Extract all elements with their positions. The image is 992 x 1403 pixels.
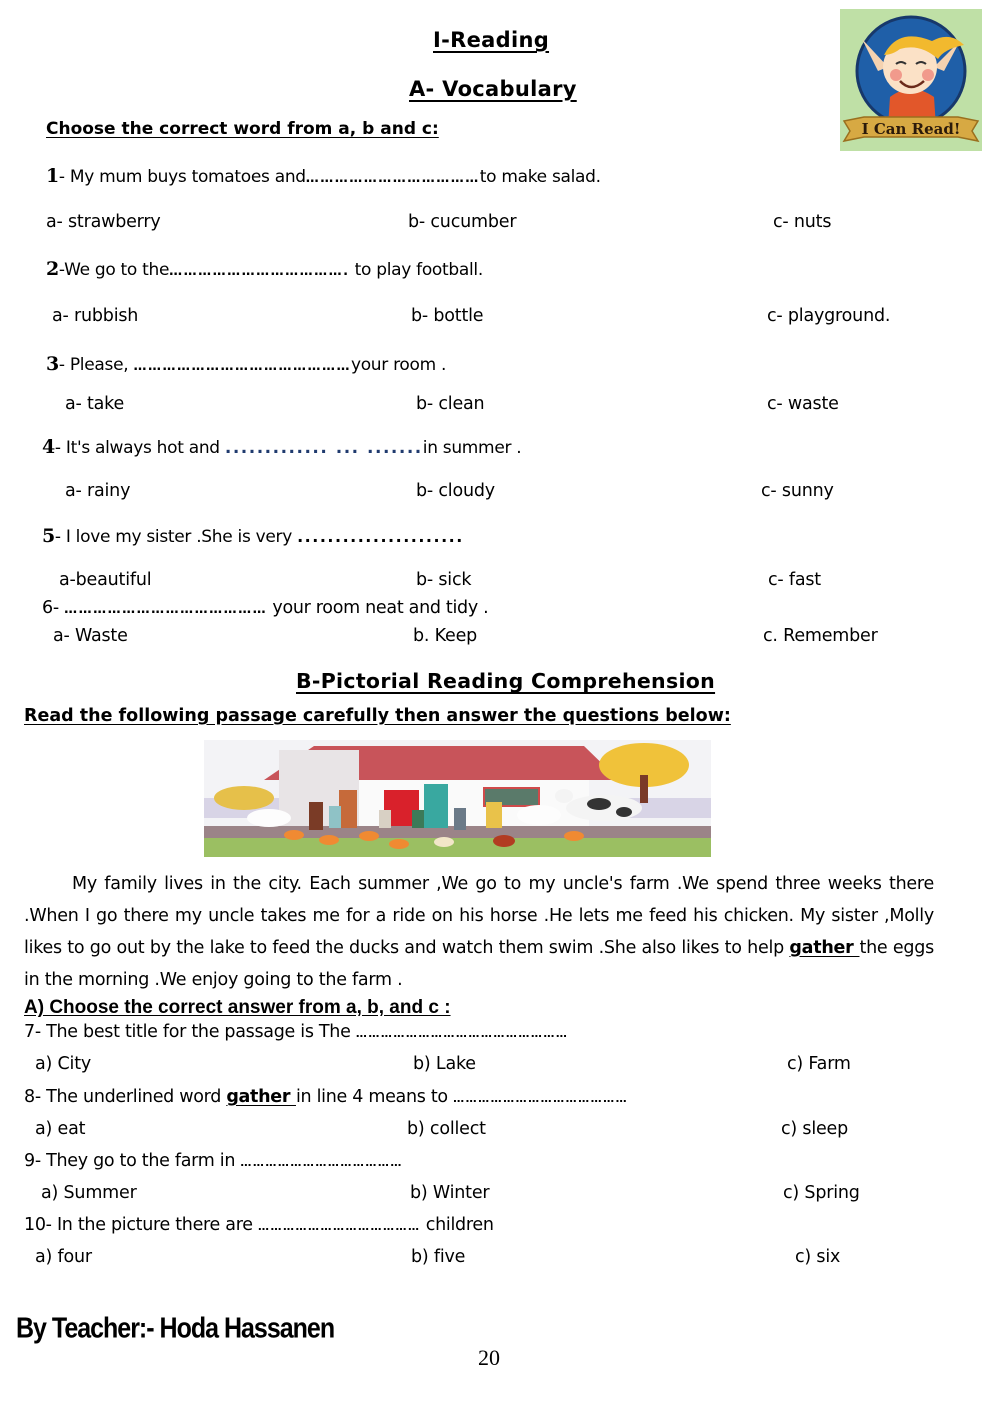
vocab-5-option-c[interactable]: c- fast	[768, 570, 821, 590]
vocab-3-option-a[interactable]: a- take	[65, 394, 125, 414]
q8-option-b[interactable]: b) collect	[407, 1119, 486, 1139]
q9-option-c[interactable]: c) Spring	[783, 1183, 860, 1203]
farm-scene-icon	[204, 740, 711, 857]
q7-option-b[interactable]: b) Lake	[413, 1054, 476, 1074]
vocab-question-5: 5- I love my sister .She is very ......................	[42, 525, 464, 547]
answer-blank[interactable]: ……………………………….	[169, 264, 350, 279]
answer-blank[interactable]: ………………………………	[305, 171, 480, 186]
vocab-question-4: 4- It's always hot and ............. ... .......in summer .	[42, 436, 522, 458]
q7-option-a[interactable]: a) City	[35, 1054, 92, 1074]
vocab-4-option-c[interactable]: c- sunny	[761, 481, 834, 501]
answer-blank[interactable]: ……………………………………	[64, 602, 268, 617]
vocab-1-option-c[interactable]: c- nuts	[773, 212, 832, 232]
question-number: 1	[46, 165, 59, 187]
comprehension-question-7: 7- The best title for the passage is The ……………………………………………	[24, 1022, 569, 1042]
answer-blank[interactable]: ……………………………………	[453, 1092, 629, 1105]
q10-option-c[interactable]: c) six	[795, 1247, 841, 1267]
farm-family-illustration	[204, 740, 711, 857]
vocab-3-option-c[interactable]: c- waste	[767, 394, 839, 414]
question-number: 6	[42, 598, 53, 618]
vocab-6-option-c[interactable]: c. Remember	[763, 626, 878, 646]
vocab-4-option-a[interactable]: a- rainy	[65, 481, 131, 501]
section-b-instruction: Read the following passage carefully then answer the questions below:	[24, 706, 731, 726]
section-a-title: A- Vocabulary	[409, 77, 577, 101]
comprehension-question-8: 8- The underlined word gather in line 4 means to ……………………………………	[24, 1087, 629, 1107]
answer-blank[interactable]: ............. ... .......	[224, 438, 423, 458]
vocab-2-option-b[interactable]: b- bottle	[411, 306, 484, 326]
vocab-question-3: 3- Please, ………………………………………your room .	[46, 353, 447, 375]
q7-option-c[interactable]: c) Farm	[787, 1054, 851, 1074]
q9-option-a[interactable]: a) Summer	[41, 1183, 137, 1203]
vocab-2-option-a[interactable]: a- rubbish	[52, 306, 139, 326]
vocab-6-option-a[interactable]: a- Waste	[53, 626, 128, 646]
underlined-word-gather: gather	[789, 938, 860, 958]
question-number: 4	[42, 436, 55, 458]
author-credit: By Teacher:- Hoda Hassanen	[16, 1312, 335, 1345]
comprehension-question-9: 9- They go to the farm in …………………………………	[24, 1151, 403, 1171]
vocab-6-option-b[interactable]: b. Keep	[413, 626, 478, 646]
q8-option-a[interactable]: a) eat	[35, 1119, 86, 1139]
vocab-question-1: 1- My mum buys tomatoes and………………………………to make salad.	[46, 165, 601, 187]
q10-option-a[interactable]: a) four	[35, 1247, 92, 1267]
vocab-1-option-a[interactable]: a- strawberry	[46, 212, 161, 232]
vocab-question-6: 6- …………………………………… your room neat and tidy .	[42, 598, 489, 618]
q10-option-b[interactable]: b) five	[411, 1247, 466, 1267]
reading-passage: My family lives in the city. Each summer ,We go to my uncle's farm .We spend three weeks there .When I go there my uncle takes me for a ride on his horse .He lets me feed his chicken. My sister ,Molly likes to go out by the lake to feed the ducks and watch them swim .She also likes to help gather the eggs in the morning .We enjoy going to the farm .	[24, 874, 934, 990]
section-a-instruction: Choose the correct word from a, b and c:	[46, 119, 439, 139]
answer-blank[interactable]: …………………………………	[240, 1156, 403, 1169]
reading-kid-icon	[840, 9, 982, 151]
vocab-question-2: 2-We go to the………………………………. to play football.	[46, 258, 483, 280]
answer-blank[interactable]: ………………………………………	[133, 359, 351, 374]
answer-blank[interactable]: …………………………………	[257, 1220, 426, 1233]
page-number: 20	[478, 1345, 500, 1370]
comprehension-question-10: 10- In the picture there are ………………………………… children	[24, 1215, 494, 1235]
question-number: 3	[46, 353, 59, 375]
answer-blank[interactable]: ……………………………………………	[355, 1027, 569, 1040]
vocab-5-option-a[interactable]: a-beautiful	[59, 570, 152, 590]
vocab-2-option-c[interactable]: c- playground.	[767, 306, 891, 326]
i-can-read-logo	[840, 9, 982, 151]
vocab-3-option-b[interactable]: b- clean	[416, 394, 485, 414]
vocab-1-option-b[interactable]: b- cucumber	[408, 212, 517, 232]
q8-option-c[interactable]: c) sleep	[781, 1119, 849, 1139]
section-b-title: B-Pictorial Reading Comprehension	[296, 669, 716, 693]
underlined-word-gather: gather	[226, 1087, 296, 1107]
page-title: I-Reading	[433, 28, 550, 52]
vocab-4-option-b[interactable]: b- cloudy	[416, 481, 495, 501]
comprehension-instruction: A) Choose the correct answer from a, b, and c :	[24, 997, 451, 1018]
q9-option-b[interactable]: b) Winter	[410, 1183, 490, 1203]
svg-text:I Can Read!: I Can Read!	[861, 120, 961, 138]
question-number: 5	[42, 525, 55, 547]
question-number: 2	[46, 258, 59, 280]
vocab-5-option-b[interactable]: b- sick	[416, 570, 472, 590]
answer-blank[interactable]: ......................	[297, 527, 464, 546]
